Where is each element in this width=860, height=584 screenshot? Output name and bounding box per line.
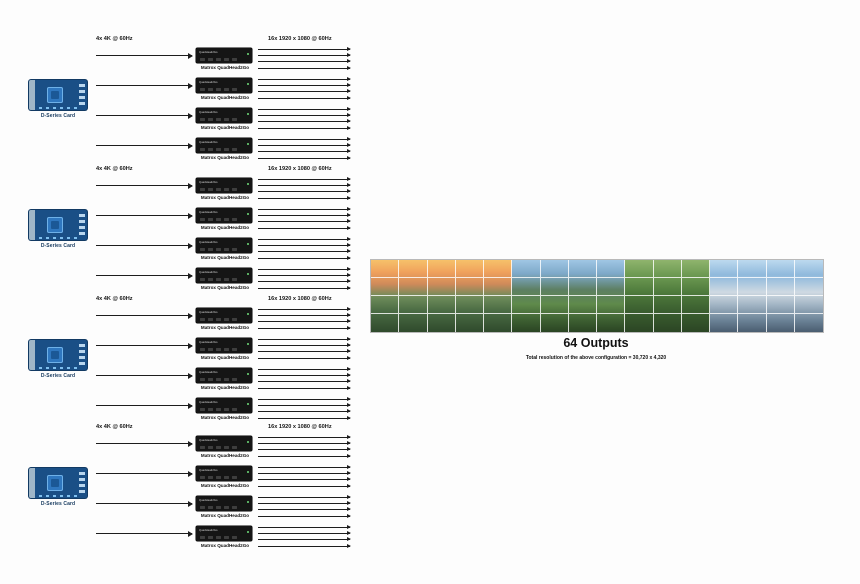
quadhead2go-brand-text: QuadHead2Go — [199, 80, 218, 84]
video-wall-tile — [654, 314, 682, 332]
video-wall-tile — [738, 260, 766, 278]
input-bundle-label-3: 4x 4K @ 60Hz — [96, 296, 133, 302]
card-label-2: D-Series Card — [40, 243, 76, 249]
quadhead2go-brand-text: QuadHead2Go — [199, 528, 218, 532]
quadhead2go-label: Matrox QuadHead2Go — [200, 95, 250, 100]
quadhead2go-label: Matrox QuadHead2Go — [200, 543, 250, 548]
video-wall-tile — [625, 314, 653, 332]
video-wall-tile — [682, 314, 710, 332]
video-wall-caption — [366, 336, 826, 361]
video-wall-tile — [795, 296, 823, 314]
video-wall-tile — [767, 296, 795, 314]
video-wall-tile — [541, 296, 569, 314]
video-wall-tile — [569, 296, 597, 314]
video-wall — [370, 259, 824, 333]
video-wall-tile — [428, 296, 456, 314]
video-wall-tile — [484, 314, 512, 332]
video-wall-tile — [767, 314, 795, 332]
video-wall-tile — [682, 278, 710, 296]
quadhead2go-brand-text: QuadHead2Go — [199, 110, 218, 114]
video-wall-tile — [625, 260, 653, 278]
quadhead2go-brand-text: QuadHead2Go — [199, 370, 218, 374]
video-wall-tile — [456, 296, 484, 314]
video-wall-tile — [512, 314, 540, 332]
quadhead2go-label: Matrox QuadHead2Go — [200, 513, 250, 518]
video-wall-tile — [569, 314, 597, 332]
video-wall-tile — [597, 278, 625, 296]
video-wall-tile — [484, 260, 512, 278]
video-wall-tile — [512, 296, 540, 314]
video-wall-tile — [710, 278, 738, 296]
card-label-4: D-Series Card — [40, 501, 76, 507]
quadhead2go-brand-text: QuadHead2Go — [199, 180, 218, 184]
quadhead2go-label: Matrox QuadHead2Go — [200, 65, 250, 70]
video-wall-tile — [767, 278, 795, 296]
video-wall-tile — [399, 296, 427, 314]
quadhead2go-brand-text: QuadHead2Go — [199, 438, 218, 442]
quadhead2go-label: Matrox QuadHead2Go — [200, 255, 250, 260]
video-wall-tile — [710, 260, 738, 278]
video-wall-tile — [569, 278, 597, 296]
quadhead2go-label: Matrox QuadHead2Go — [200, 483, 250, 488]
video-wall-tile — [371, 314, 399, 332]
quadhead2go-brand-text: QuadHead2Go — [199, 400, 218, 404]
video-wall-title: 64 Outputs — [563, 336, 629, 350]
quadhead2go-label: Matrox QuadHead2Go — [200, 285, 250, 290]
quadhead2go-label: Matrox QuadHead2Go — [200, 125, 250, 130]
video-wall-tile — [541, 260, 569, 278]
quadhead2go-brand-text: QuadHead2Go — [199, 210, 218, 214]
video-wall-tile — [541, 314, 569, 332]
output-bundle-label-2: 16x 1920 x 1080 @ 60Hz — [268, 166, 332, 172]
video-wall-tile — [767, 260, 795, 278]
quadhead2go-brand-text: QuadHead2Go — [199, 310, 218, 314]
video-wall-subtitle: Total resolution of the above configuration = 30,720 x 4,320 — [525, 355, 667, 361]
input-bundle-label-4: 4x 4K @ 60Hz — [96, 424, 133, 430]
video-wall-tile — [399, 260, 427, 278]
video-wall-tile — [428, 260, 456, 278]
quadhead2go-label: Matrox QuadHead2Go — [200, 225, 250, 230]
video-wall-tile — [512, 260, 540, 278]
video-wall-tile — [456, 314, 484, 332]
output-bundle-label-4: 16x 1920 x 1080 @ 60Hz — [268, 424, 332, 430]
video-wall-tile — [625, 296, 653, 314]
video-wall-tile — [710, 314, 738, 332]
video-wall-tile — [371, 260, 399, 278]
output-bundle-label-3: 16x 1920 x 1080 @ 60Hz — [268, 296, 332, 302]
video-wall-tile — [738, 278, 766, 296]
quadhead2go-brand-text: QuadHead2Go — [199, 270, 218, 274]
diagram-group-2 — [0, 170, 380, 300]
video-wall-tile — [625, 278, 653, 296]
video-wall-tile — [682, 260, 710, 278]
video-wall-tile — [484, 278, 512, 296]
video-wall-tile — [541, 278, 569, 296]
video-wall-tile — [738, 296, 766, 314]
video-wall-tile — [399, 314, 427, 332]
quadhead2go-label: Matrox QuadHead2Go — [200, 155, 250, 160]
card-label-3: D-Series Card — [40, 373, 76, 379]
quadhead2go-label: Matrox QuadHead2Go — [200, 325, 250, 330]
quadhead2go-label: Matrox QuadHead2Go — [200, 385, 250, 390]
quadhead2go-brand-text: QuadHead2Go — [199, 498, 218, 502]
video-wall-tile — [795, 278, 823, 296]
quadhead2go-brand-text: QuadHead2Go — [199, 468, 218, 472]
video-wall-tile — [428, 314, 456, 332]
video-wall-tile — [371, 278, 399, 296]
video-wall-tile — [597, 296, 625, 314]
quadhead2go-label: Matrox QuadHead2Go — [200, 453, 250, 458]
video-wall-tile — [371, 296, 399, 314]
quadhead2go-brand-text: QuadHead2Go — [199, 140, 218, 144]
video-wall-tile — [710, 296, 738, 314]
diagram-group-3 — [0, 300, 380, 430]
quadhead2go-label: Matrox QuadHead2Go — [200, 355, 250, 360]
video-wall-tile — [654, 278, 682, 296]
video-wall-tile — [456, 278, 484, 296]
video-wall-tile — [654, 260, 682, 278]
quadhead2go-brand-text: QuadHead2Go — [199, 240, 218, 244]
video-wall-tile — [597, 260, 625, 278]
video-wall-tile — [795, 260, 823, 278]
video-wall-tile — [484, 296, 512, 314]
diagram-group-4 — [0, 428, 380, 558]
video-wall-tile — [654, 296, 682, 314]
quadhead2go-label: Matrox QuadHead2Go — [200, 195, 250, 200]
video-wall-tile — [682, 296, 710, 314]
output-bundle-label-1: 16x 1920 x 1080 @ 60Hz — [268, 36, 332, 42]
video-wall-tile — [512, 278, 540, 296]
quadhead2go-label: Matrox QuadHead2Go — [200, 415, 250, 420]
input-bundle-label-1: 4x 4K @ 60Hz — [96, 36, 133, 42]
video-wall-tile — [569, 260, 597, 278]
input-bundle-label-2: 4x 4K @ 60Hz — [96, 166, 133, 172]
quadhead2go-brand-text: QuadHead2Go — [199, 340, 218, 344]
video-wall-tile — [456, 260, 484, 278]
card-label-1: D-Series Card — [40, 113, 76, 119]
video-wall-tile — [738, 314, 766, 332]
quadhead2go-brand-text: QuadHead2Go — [199, 50, 218, 54]
video-wall-tile — [597, 314, 625, 332]
video-wall-tile — [399, 278, 427, 296]
diagram-group-1 — [0, 40, 380, 170]
video-wall-tile — [795, 314, 823, 332]
video-wall-tile — [428, 278, 456, 296]
